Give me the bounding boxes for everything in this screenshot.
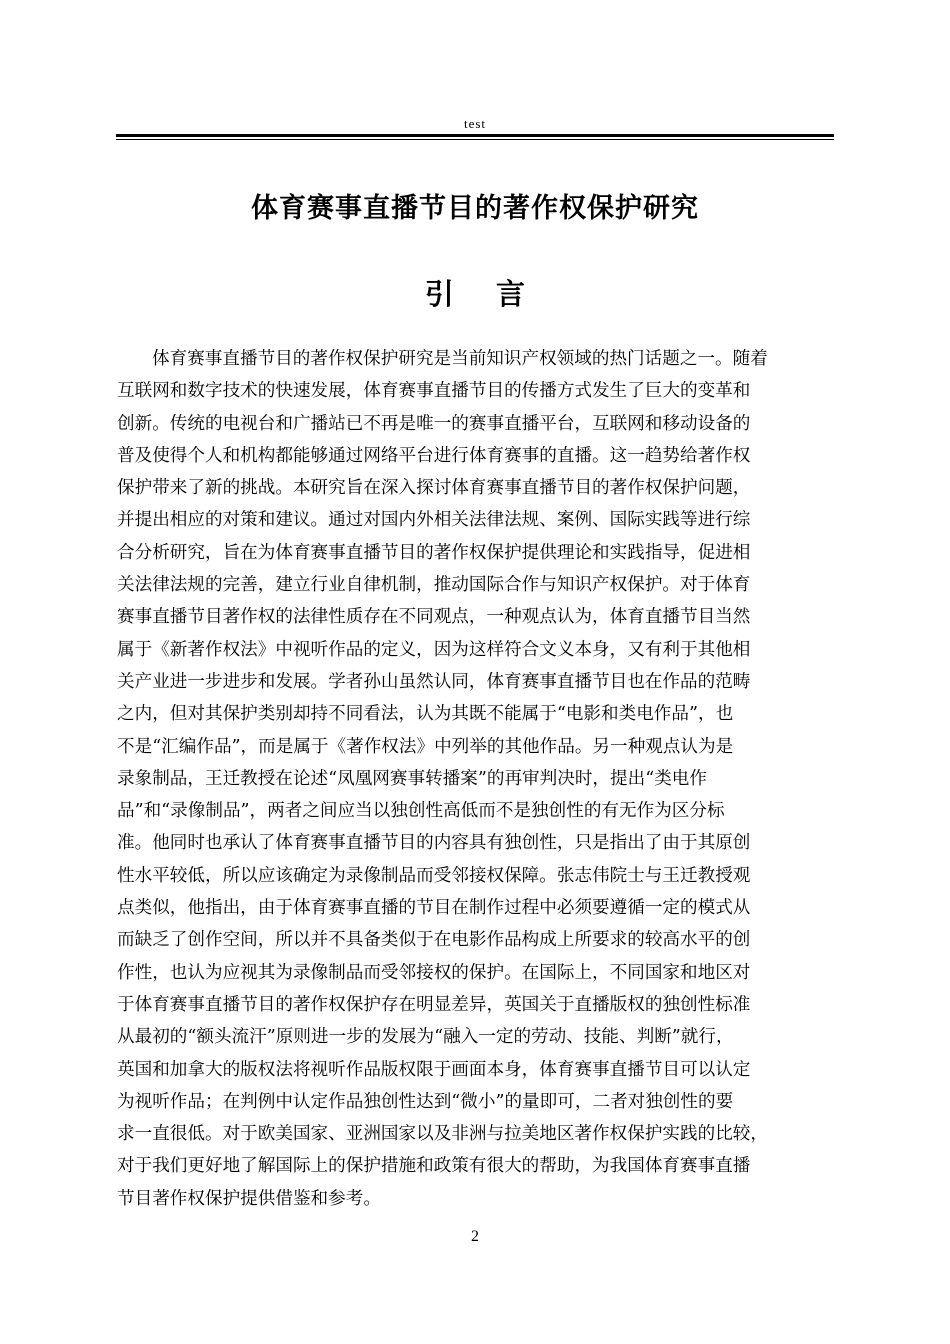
body-line: 作性，也认为应视其为录像制品而受邻接权的保护。在国际上，不同国家和地区对 (117, 962, 751, 983)
body-line: 不是“汇编作品”，而是属于《著作权法》中列举的其他作品。另一种观点认为是 (117, 736, 734, 757)
header-rule-thick (116, 134, 834, 137)
body-line: 保护带来了新的挑战。本研究旨在深入探讨体育赛事直播节目的著作权保护问题， (117, 478, 751, 499)
body-line: 英国和加拿大的版权法将视听作品版权限于画面本身，体育赛事直播节目可以认定 (117, 1059, 751, 1080)
body-line: 求一直很低。对于欧美国家、亚洲国家以及非洲与拉美地区著作权保护实践的比较， (117, 1124, 768, 1145)
body-line: 关产业进一步进步和发展。学者孙山虽然认同，体育赛事直播节目也在作品的范畴 (117, 671, 751, 692)
document-title: 体育赛事直播节目的著作权保护研究 (251, 193, 699, 224)
body-line: 对于我们更好地了解国际上的保护措施和政策有很大的帮助，为我国体育赛事直播 (117, 1156, 751, 1177)
body-line: 而缺乏了创作空间，所以并不具备类似于在电影作品构成上所要求的较高水平的创 (117, 930, 751, 951)
body-line: 性水平较低，所以应该确定为录像制品而受邻接权保障。张志伟院士与王迁教授观 (117, 865, 751, 886)
body-line: 节目著作权保护提供借鉴和参考。 (117, 1188, 381, 1209)
body-line: 之内，但对其保护类别却持不同看法，认为其既不能属于“电影和类电作品”，也 (117, 704, 734, 725)
body-line: 录象制品，王迁教授在论述“凤凰网赛事转播案”的再审判决时，提出“类电作 (117, 768, 707, 789)
section-heading-char-1: 引 (424, 277, 454, 311)
body-line: 关法律法规的完善，建立行业自律机制，推动国际合作与知识产权保护。对于体育 (117, 575, 751, 596)
running-header: test (463, 116, 487, 131)
page-number: 2 (471, 1228, 479, 1245)
body-line: 普及使得个人和机构都能够通过网络平台进行体育赛事的直播。这一趋势给著作权 (117, 445, 751, 466)
body-line: 体育赛事直播节目的著作权保护研究是当前知识产权领域的热门话题之一。随着 (152, 349, 768, 369)
body-line: 创新。传统的电视台和广播站已不再是唯一的赛事直播平台，互联网和移动设备的 (117, 413, 751, 434)
body-line: 并提出相应的对策和建议。通过对国内外相关法律法规、案例、国际实践等进行综 (117, 510, 751, 531)
body-line: 为视听作品；在判例中认定作品独创性达到“微小”的量即可，二者对独创性的要 (117, 1091, 734, 1112)
body-paragraph (117, 343, 837, 1215)
section-heading-char-2: 言 (496, 277, 526, 311)
body-line: 合分析研究，旨在为体育赛事直播节目的著作权保护提供理论和实践指导，促进相 (117, 542, 751, 563)
section-heading (0, 272, 950, 313)
body-line: 赛事直播节目著作权的法律性质存在不同观点，一种观点认为，体育直播节目当然 (117, 607, 751, 628)
body-line: 互联网和数字技术的快速发展，体育赛事直播节目的传播方式发生了巨大的变革和 (117, 381, 751, 402)
body-line: 属于《新著作权法》中视听作品的定义，因为这样符合文义本身，又有利于其他相 (117, 639, 751, 660)
body-line: 于体育赛事直播节目的著作权保护存在明显差异，英国关于直播版权的独创性标准 (117, 994, 751, 1015)
body-line: 点类似，他指出，由于体育赛事直播的节目在制作过程中必须要遵循一定的模式从 (117, 898, 751, 919)
body-line: 品”和“录像制品”，两者之间应当以独创性高低而不是独创性的有无作为区分标 (117, 801, 725, 822)
body-line: 准。他同时也承认了体育赛事直播节目的内容具有独创性，只是指出了由于其原创 (117, 833, 751, 854)
header-rule-thin (116, 139, 834, 140)
body-line: 从最初的“额头流汗”原则进一步的发展为“融入一定的劳动、技能、判断”就行， (117, 1027, 734, 1048)
